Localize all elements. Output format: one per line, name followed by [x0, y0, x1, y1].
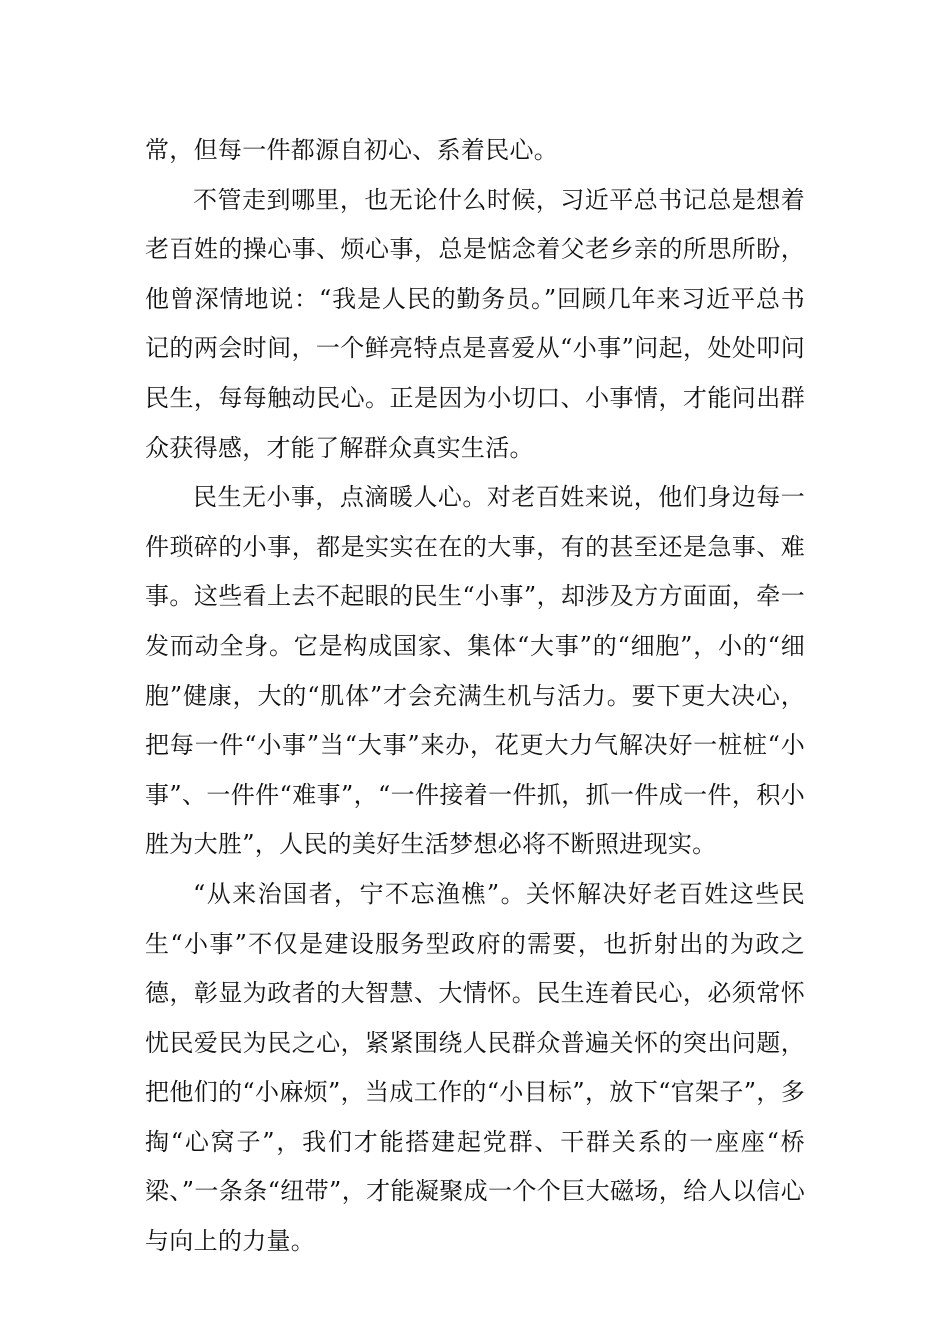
paragraph-continuation: 常，但每一件都源自初心、系着民心。	[145, 136, 559, 164]
paragraph-2: 不管走到哪里，也无论什么时候，习近平总书记总是想着老百姓的操心事、烦心事，总是惦念着父老乡亲的所思所盼，他曾深情地说：“我是人民的勤务员。”回顾几年来习近平总书记的两会时间，一个鲜亮特点是喜爱从“小事”问起，处处叩问民生，每每触动民心。正是因为小切口、小事情，才能问出群众获得感，才能了解群众真实生活。	[145, 185, 805, 462]
paragraph-4: “从来治国者，宁不忘渔樵”。关怀解决好老百姓这些民生“小事”不仅是建设服务型政府的需要，也折射出的为政之德，彰显为政者的大智慧、大情怀。民生连着民心，必须常怀忧民爱民为民之心，紧紧围绕人民群众普遍关怀的突出问题，把他们的“小麻烦”，当成工作的“小目标”，放下“官架子”，多掏“心窝子”，我们才能搭建起党群、干群关系的一座座“桥梁、”一条条“纽带”，才能凝聚成一个个巨大磁场，给人以信心与向上的力量。	[145, 879, 805, 1256]
document-body	[145, 126, 805, 1267]
paragraph-3: 民生无小事，点滴暖人心。对老百姓来说，他们身边每一件琐碎的小事，都是实实在在的大事，有的甚至还是急事、难事。这些看上去不起眼的民生“小事”，却涉及方方面面，牵一发而动全身。它是构成国家、集体“大事”的“细胞”，小的“细胞”健康，大的“肌体”才会充满生机与活力。要下更大决心，把每一件“小事”当“大事”来办，花更大力气解决好一桩桩“小事”、一件件“难事”，“一件接着一件抓，抓一件成一件，积小胜为大胜”，人民的美好生活梦想必将不断照进现实。	[145, 483, 805, 859]
